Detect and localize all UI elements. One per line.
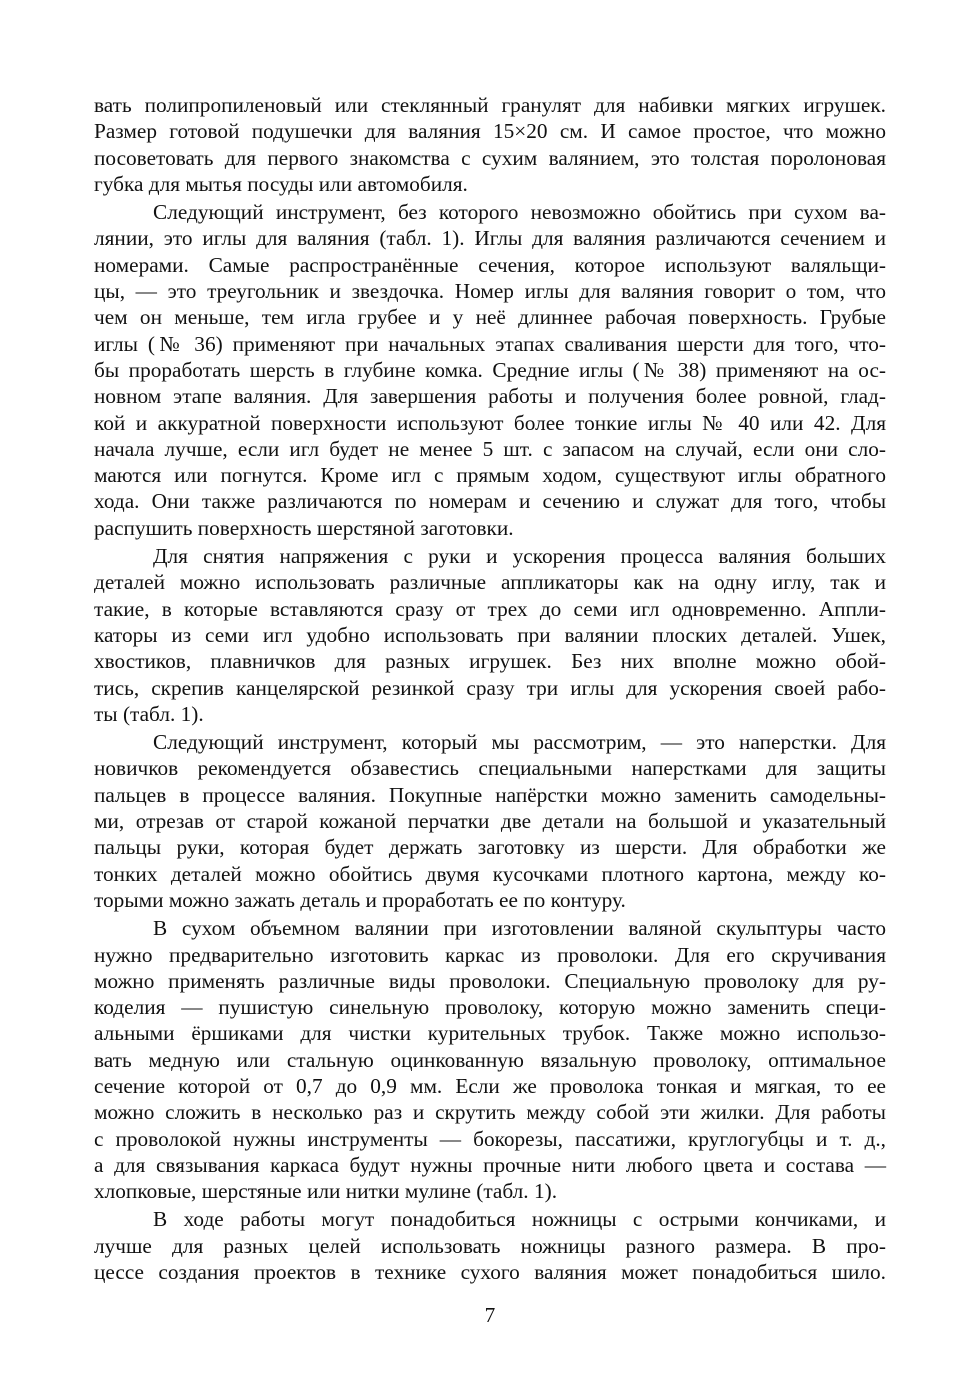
text-line: тись, скрепив канцелярской резинкой сразу три иглы для ускорения своей рабо- <box>94 675 886 700</box>
text-line: коделия — пушистую синельную проволоку, которую можно заменить специ- <box>94 995 886 1020</box>
text-line: бы проработать шерсть в глубине комка. Средние иглы (№ 38) применяют на ос- <box>94 357 886 382</box>
text-line: пальцев в процессе валяния. Покупные напёрстки можно заменить самодельны- <box>94 782 886 807</box>
text-line: деталей можно использовать различные аппликаторы как на одну иглу, так и <box>94 570 886 595</box>
text-line: такие, в которые вставляются сразу от трех до семи игл одновременно. Аппли- <box>94 596 886 621</box>
paragraph <box>94 1206 886 1285</box>
text-line: лучше для разных целей использовать ножницы разного размера. В про- <box>94 1233 886 1258</box>
paragraph <box>94 199 886 541</box>
text-line: ты (табл. 1). <box>94 701 204 726</box>
text-line: а для связывания каркаса будут нужны прочные нити любого цвета и состава — <box>94 1152 886 1177</box>
text-line: каторы из семи игл удобно использовать при валянии плоских деталей. Ушек, <box>94 622 886 647</box>
text-line: вать полипропиленовый или стеклянный гранулят для набивки мягких игрушек. <box>94 93 886 117</box>
text-line: торыми можно зажать деталь и проработать ее по контуру. <box>94 887 626 912</box>
text-line: можно сложить в несколько раз и скрутить между собой эти жилки. Для работы <box>94 1100 886 1125</box>
text-line: В сухом объемном валянии при изготовлении валяной скульптуры часто <box>153 916 886 941</box>
text-line: ми, отрезав от старой кожаной перчатки две детали на большой и указательный <box>94 809 886 834</box>
text-line: пальцы руки, которая будет держать заготовку из шерсти. Для обработки же <box>94 835 886 860</box>
text-line: распушить поверхность шерстяной заготовки. <box>94 515 514 540</box>
text-line: иглы (№ 36) применяют при начальных этапах сваливания шерсти для того, что- <box>94 331 886 356</box>
paragraph <box>94 92 886 197</box>
text-line: тонких деталей можно обойтись двумя кусочками плотного картона, между ко- <box>94 861 886 886</box>
text-line: Следующий инструмент, который мы рассмотрим, — это наперстки. Для <box>153 730 886 755</box>
text-line: новном этапе валяния. Для завершения работы и получения более ровной, глад- <box>94 384 886 409</box>
text-line: цы, — это треугольник и звездочка. Номер иглы для валяния говорит о том, что <box>94 279 886 304</box>
text-line: хвостиков, плавничков для разных игрушек. Без них вполне можно обой- <box>94 649 886 674</box>
text-line: хода. Они также различаются по номерам и сечению и служат для того, чтобы <box>94 489 886 514</box>
text-line: цессе создания проектов в технике сухого валяния может понадобиться шило. <box>94 1260 886 1285</box>
text-line: нужно предварительно изготовить каркас из проволоки. Для его скручивания <box>94 942 886 967</box>
text-line: новичков рекомендуется обзавестись специальными наперстками для защиты <box>94 756 886 781</box>
text-line: хлопковые, шерстяные или нитки мулине (табл. 1). <box>94 1179 558 1204</box>
text-line: чем он меньше, тем игла грубее и у неё длиннее рабочая поверхность. Грубые <box>94 305 886 330</box>
body-text <box>94 92 886 1285</box>
paragraph <box>94 915 886 1204</box>
text-line: номерами. Самые распространённые сечения, которое используют валяльщи- <box>94 252 886 277</box>
paragraph <box>94 729 886 913</box>
text-line: с проволокой нужны инструменты — бокорезы, пассатижи, круглогубцы и т. д., <box>94 1126 886 1151</box>
text-line: альными ёршиками для чистки курительных трубок. Также можно использо- <box>94 1021 886 1046</box>
text-line: В ходе работы могут понадобиться ножницы с острыми кончиками, и <box>153 1207 886 1232</box>
text-line: можно применять различные виды проволоки. Специальную проволоку для ру- <box>94 968 886 993</box>
text-line: маются или погнутся. Кроме игл с прямым ходом, существуют иглы обратного <box>94 463 886 488</box>
text-line: кой и аккуратной поверхности используют более тонкие иглы № 40 или 42. Для <box>94 410 886 435</box>
text-line: губка для мытья посуды или автомобиля. <box>94 171 468 196</box>
page-number: 7 <box>484 1303 496 1327</box>
paragraph <box>94 543 886 727</box>
text-line: вать медную или стальную оцинкованную вязальную проволоку, оптимальное <box>94 1047 886 1072</box>
text-line: начала лучше, если игл будет не менее 5 шт. с запасом на случай, если они сло- <box>94 436 886 461</box>
text-line: Следующий инструмент, без которого невозможно обойтись при сухом ва- <box>153 200 886 225</box>
text-line: Размер готовой подушечки для валяния 15×20 см. И самое простое, что можно <box>94 119 886 144</box>
text-line: лянии, это иглы для валяния (табл. 1). Иглы для валяния различаются сечением и <box>94 226 886 251</box>
text-line: сечение которой от 0,7 до 0,9 мм. Если же проволока тонкая и мягкая, то ее <box>94 1073 886 1098</box>
text-line: посоветовать для первого знакомства с сухим валянием, это толстая поролоновая <box>94 145 886 170</box>
text-line: Для снятия напряжения с руки и ускорения процесса валяния больших <box>153 544 886 569</box>
